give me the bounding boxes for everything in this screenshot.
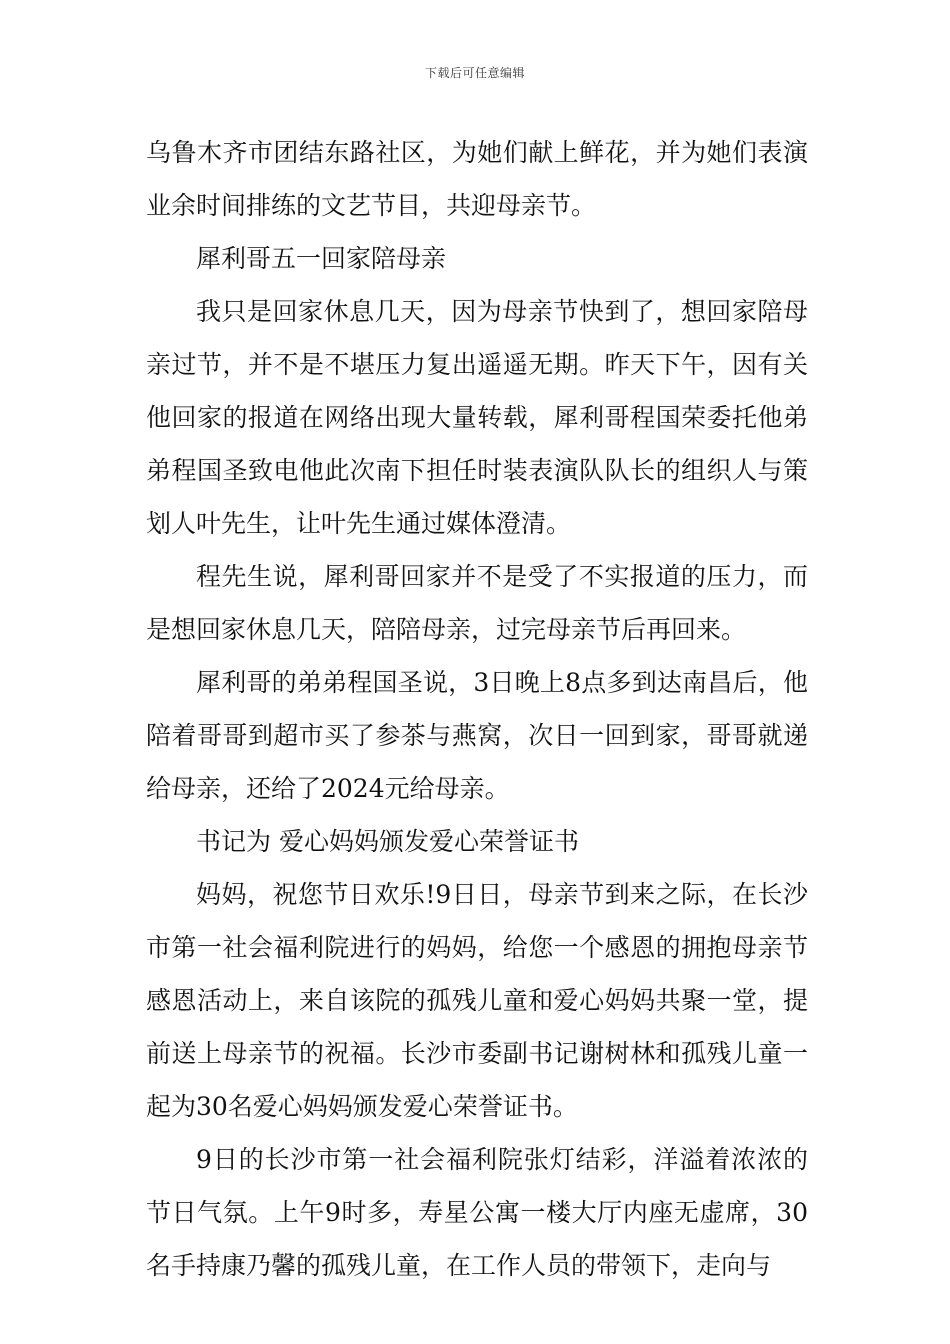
document-body [146,126,808,1292]
paragraph: 妈妈，祝您节日欢乐!9日日，母亲节到来之际，在长沙市第一社会福利院进行的妈妈，给您一个感恩的拥抱母亲节感恩活动上，来自该院的孤残儿童和爱心妈妈共聚一堂，提前送上母亲节的祝福。长沙市委副书记谢树林和孤残儿童一起为30名爱心妈妈颁发爱心荣誉证书。 [146,880,808,1121]
section-heading: 书记为 爱心妈妈颁发爱心荣誉证书 [196,827,579,856]
paragraph: 我只是回家休息几天，因为母亲节快到了，想回家陪母亲过节，并不是不堪压力复出遥遥无期。昨天下午，因有关他回家的报道在网络出现大量转载，犀利哥程国荣委托他弟弟程国圣致电他此次南下担任时装表演队队长的组织人与策划人叶先生，让叶先生通过媒体澄清。 [146,297,808,538]
paragraph-continuation: 乌鲁木齐市团结东路社区，为她们献上鲜花，并为她们表演业余时间排练的文艺节目，共迎母亲节。 [146,138,808,220]
paragraph: 9日的长沙市第一社会福利院张灯结彩，洋溢着浓浓的节日气氛。上午9时多，寿星公寓一楼大厅内座无虚席，30名手持康乃馨的孤残儿童，在工作人员的带领下，走向与 [146,1145,808,1280]
paragraph: 程先生说，犀利哥回家并不是受了不实报道的压力，而是想回家休息几天，陪陪母亲，过完母亲节后再回来。 [146,562,808,644]
header-note: 下载后可任意编辑 [424,66,525,80]
section-heading: 犀利哥五一回家陪母亲 [196,244,447,273]
paragraph: 犀利哥的弟弟程国圣说，3日晚上8点多到达南昌后，他陪着哥哥到超市买了参茶与燕窝，次日一回到家，哥哥就递给母亲，还给了2024元给母亲。 [146,668,808,803]
